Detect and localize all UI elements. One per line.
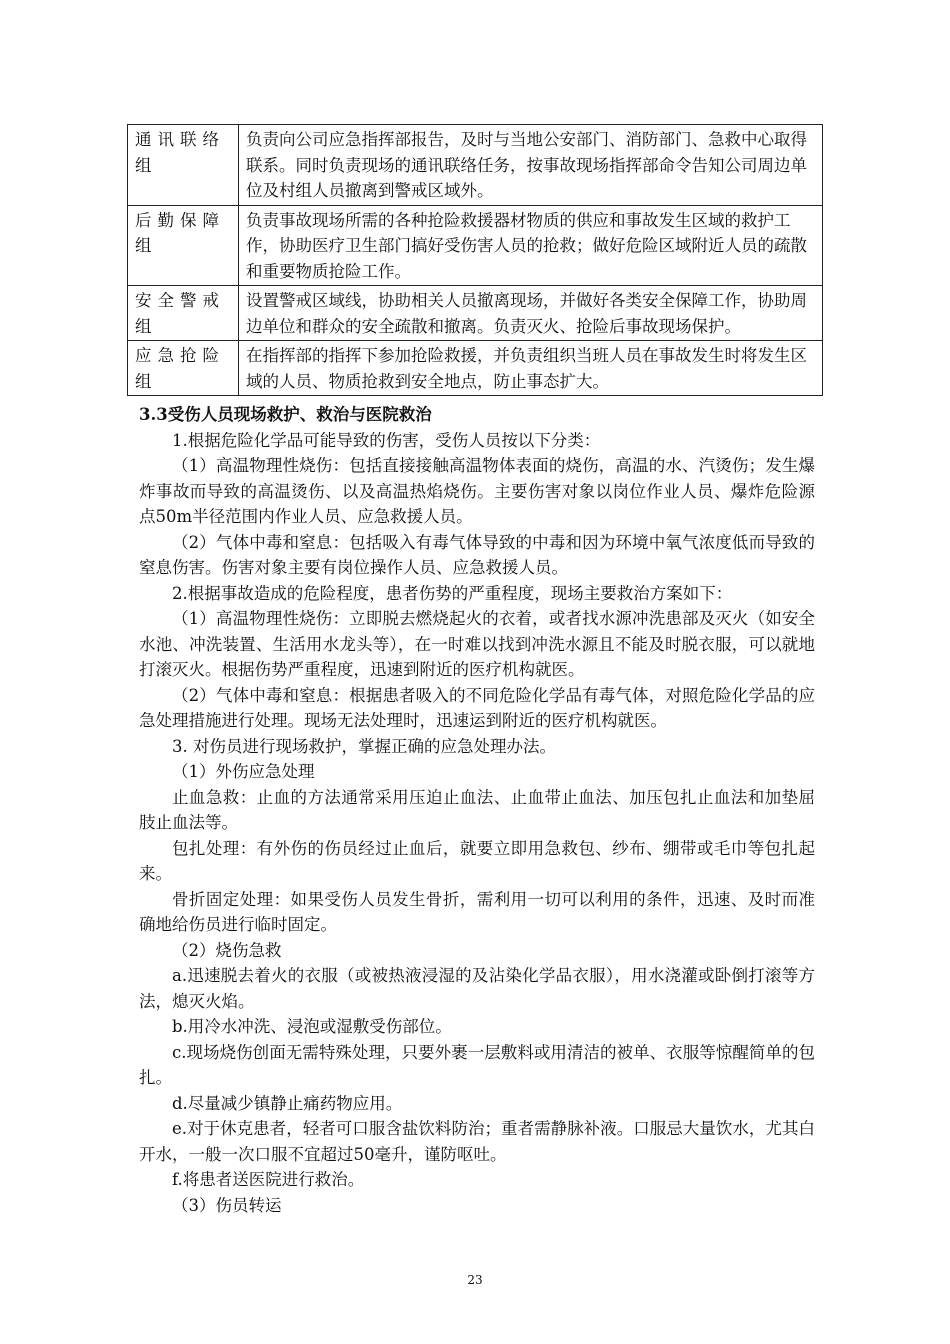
list-item: a.迅速脱去着火的衣服（或被热液浸湿的及沾染化学品衣服），用水浇灌或卧倒打滚等方法，熄灭火焰。	[139, 966, 815, 1011]
paragraph: 止血急救：止血的方法通常采用压迫止血法、止血带止血法、加压包扎止血法和加垫屈肢止血法等。	[139, 787, 815, 832]
paragraph: 骨折固定处理：如果受伤人员发生骨折，需利用一切可以利用的条件，迅速、及时而准确地给伤员进行临时固定。	[139, 889, 815, 934]
paragraph: （2）气体中毒和窒息：根据患者吸入的不同危险化学品有毒气体，对照危险化学品的应急处理措施进行处理。现场无法处理时，迅速运到附近的医疗机构就医。	[139, 685, 815, 730]
list-item: b.用冷水冲洗、浸泡或湿敷受伤部位。	[172, 1017, 452, 1036]
list-item: c.现场烧伤创面无需特殊处理，只要外裹一层敷料或用清洁的被单、衣服等惊醒简单的包扎。	[139, 1042, 815, 1087]
role-cell: 通讯联络组	[128, 125, 239, 206]
subheading: （3）伤员转运	[172, 1195, 282, 1215]
list-item: e.对于休克患者，轻者可口服含盐饮料防治；重者需静脉补液。口服忌大量饮水，尤其白开水，一般一次口服不宜超过50毫升，谨防呕吐。	[139, 1119, 815, 1164]
section-body	[139, 402, 815, 1218]
duty-cell: 负责向公司应急指挥部报告，及时与当地公安部门、消防部门、急救中心取得联系。同时负责现场的通讯联络任务，按事故现场指挥部命令告知公司周边单位及村组人员撤离到警戒区域外。	[239, 125, 823, 206]
paragraph: 2.根据事故造成的危险程度，患者伤势的严重程度，现场主要救治方案如下：	[172, 583, 733, 603]
paragraph: 1.根据危险化学品可能导致的伤害，受伤人员按以下分类：	[172, 430, 601, 450]
paragraph: （1）高温物理性烧伤：包括直接接触高温物体表面的烧伤，高温的水、汽烫伤；发生爆炸事故而导致的高温烫伤、以及高温热焰烧伤。主要伤害对象以岗位作业人员、爆炸危险源点50m半径范围内作业人员、应急救援人员。	[139, 456, 815, 526]
table-row	[128, 125, 823, 206]
duty-cell: 设置警戒区域线，协助相关人员撤离现场，并做好各类安全保障工作，协助周边单位和群众的安全疏散和撤离。负责灭火、抢险后事故现场保护。	[239, 286, 823, 341]
role-cell: 安全警戒组	[128, 286, 239, 341]
paragraph: （1）高温物理性烧伤：立即脱去燃烧起火的衣着，或者找水源冲洗患部及灭火（如安全水池、冲洗装置、生活用水龙头等），在一时难以找到冲洗水源且不能及时脱衣服，可以就地打滚灭火。根据伤势严重程度，迅速到附近的医疗机构就医。	[139, 609, 815, 679]
list-item: d.尽量减少镇静止痛药物应用。	[172, 1093, 403, 1113]
table-row	[128, 286, 823, 341]
subheading: （2）烧伤急救	[172, 940, 282, 960]
responsibility-table	[127, 124, 823, 396]
paragraph: （2）气体中毒和窒息：包括吸入有毒气体导致的中毒和因为环境中氧气浓度低而导致的窒息伤害。伤害对象主要有岗位操作人员、应急救援人员。	[139, 532, 815, 577]
role-cell: 后勤保障组	[128, 205, 239, 286]
role-cell: 应急抢险组	[128, 341, 239, 396]
paragraph: 包扎处理：有外伤的伤员经过止血后，就要立即用急救包、纱布、绷带或毛巾等包扎起来。	[139, 838, 815, 883]
list-item: f.将患者送医院进行救治。	[172, 1170, 365, 1189]
duty-cell: 负责事故现场所需的各种抢险救援器材物质的供应和事故发生区域的救护工作，协助医疗卫生部门搞好受伤害人员的抢救；做好危险区域附近人员的疏散和重要物质抢险工作。	[239, 205, 823, 286]
table-row	[128, 205, 823, 286]
section-heading: 3.3受伤人员现场救护、救治与医院救治	[139, 405, 432, 424]
duty-cell: 在指挥部的指挥下参加抢险救援，并负责组织当班人员在事故发生时将发生区域的人员、物质抢救到安全地点，防止事态扩大。	[239, 341, 823, 396]
page-number: 23	[467, 1273, 483, 1287]
subheading: （1）外伤应急处理	[172, 762, 315, 781]
table-row	[128, 341, 823, 396]
paragraph: 3. 对伤员进行现场救护，掌握正确的应急处理办法。	[172, 736, 556, 756]
